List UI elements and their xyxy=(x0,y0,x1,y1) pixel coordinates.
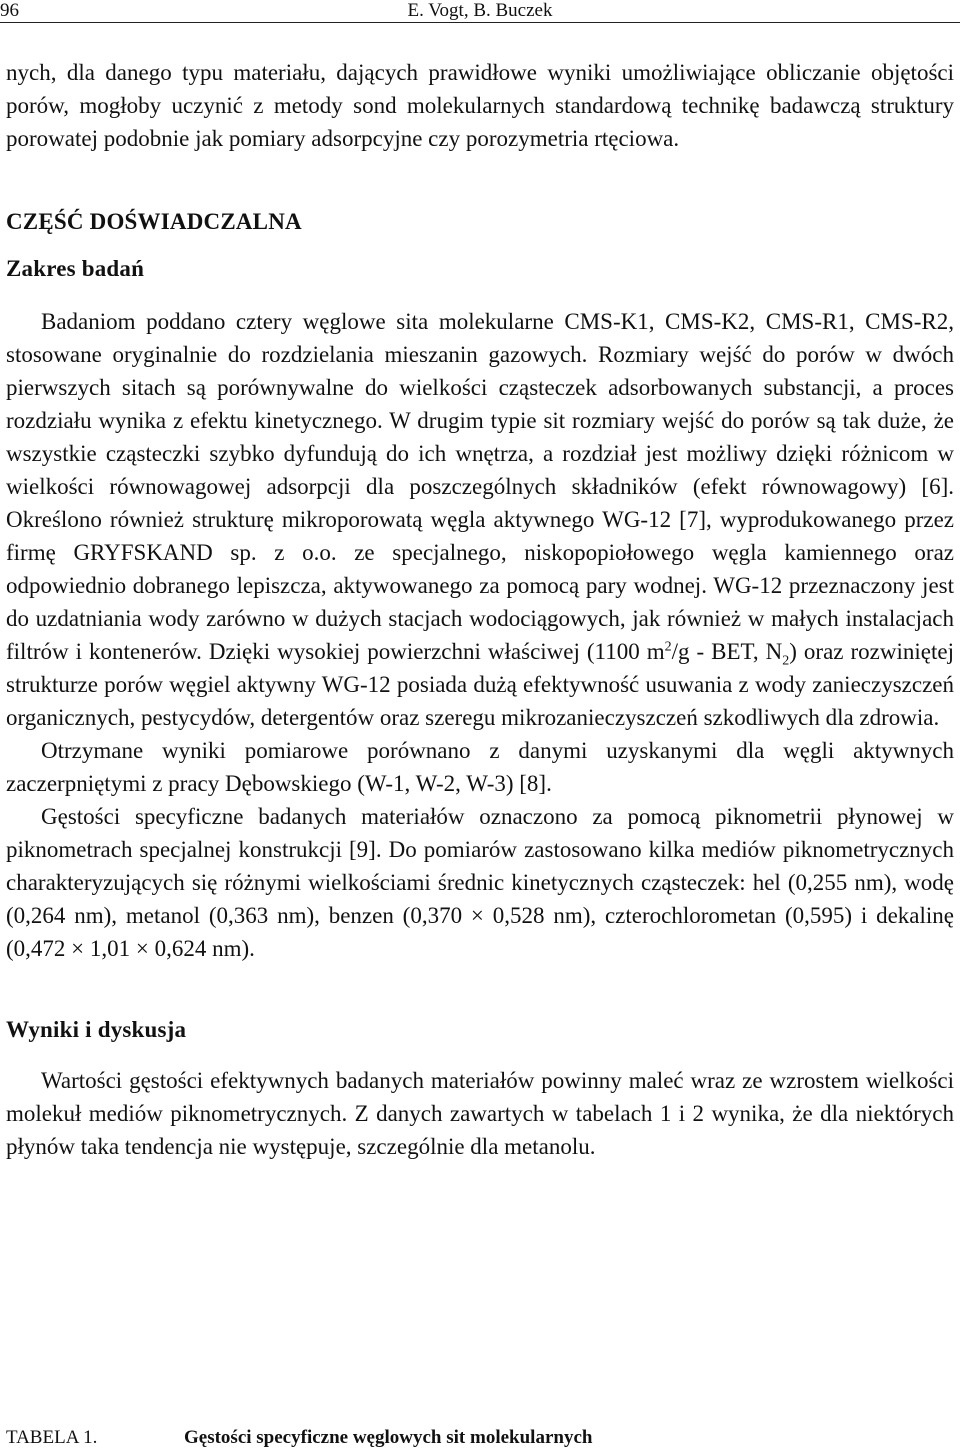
page-body xyxy=(6,56,954,1163)
paragraph-results: Wartości gęstości efektywnych badanych materiałów powinny maleć wraz ze wzrostem wielkości molekuł mediów piknometrycznych. Z danych zawartych w tabelach 1 i 2 wynika, że dla niektórych płynów taka tendencja nie występuje, szczególnie dla metanolu. xyxy=(6,1068,954,1159)
paragraph-scope-text: Badaniom poddano cztery węglowe sita molekularne CMS-K1, CMS-K2, CMS-R1, CMS-R2, stosowane oryginalnie do rozdzielania mieszanin gazowych. Rozmiary wejść do porów w dwóch pierwszych sitach są porównywalne do wielkości cząsteczek adsorbowanych substancji, a proces rozdziału wynika z efektu kinetycznego. W drugim typie sit rozmiary wejść do porów są tak duże, że wszystkie cząsteczki szybko dyfundują do ich wnętrza, a rozdział jest możliwy dzięki różnicom w wielkości równowagowej adsorpcji dla poszczególnych składników (efekt równowagowy) [6]. Określono również strukturę mikroporowatą węgla aktywnego WG-12 [7], wyprodukowanego przez firmę GRYFSKAND sp. z o.o. ze specjalnego, niskopopiołowego węgla kamiennego oraz odpowiednio dobranego lepiszcza, aktywowanego za pomocą pary wodnej. WG-12 przeznaczony jest do uzdatniania wody zarówno w dużych stacjach wodociągowych, jak również w małych instalacjach filtrów i kontenerów. Dzięki wysokiej powierzchni właściwej (1100 m xyxy=(6,309,954,664)
paragraph-density: Gęstości specyficzne badanych materiałów oznaczono za pomocą piknometrii płynowej w piknometrach specjalnej konstrukcji [9]. Do pomiarów zastosowano kilka mediów piknometrycznych charakteryzujących się różnymi wielkościami średnic kinetycznych cząsteczek: hel (0,255 nm), wodę (0,264 nm), metanol (0,363 nm), benzen (0,370 × 0,528 nm), czterochlorometan (0,595) i dekalinę (0,472 × 1,01 × 0,624 nm). xyxy=(6,804,954,961)
paragraph-intro: nych, dla danego typu materiału, dających prawidłowe wyniki umożliwiające obliczanie objętości porów, mogłoby uczynić z metody sond molekularnych standardową technikę badawczą struktury porowatej podobnie jak pomiary adsorpcyjne czy porozymetria rtęciowa. xyxy=(6,60,954,151)
table-label: TABELA 1. xyxy=(6,1427,98,1448)
subscript: 2 xyxy=(782,653,790,669)
subsection-title-scope: Zakres badań xyxy=(6,256,145,281)
paragraph-scope-text-mid: /g - BET, N xyxy=(671,639,783,664)
running-header xyxy=(0,0,960,23)
paragraph-scope-text-end: ) oraz rozwiniętej strukturze porów węgiel aktywny WG-12 posiada dużą efektywność usuwania z wody zanieczyszczeń organicznych, pestycydów, detergentów oraz szeregu mikrozanieczyszczeń szkodliwych dla zdrowia. xyxy=(6,639,954,730)
paragraph-scope xyxy=(6,305,954,734)
subsection-title-results: Wyniki i dyskusja xyxy=(6,1017,187,1042)
section-title: CZĘŚĆ DOŚWIADCZALNA xyxy=(6,209,302,234)
running-header-authors: E. Vogt, B. Buczek xyxy=(407,0,553,21)
page-number: 96 xyxy=(0,0,19,21)
table-title: Gęstości specyficzne węglowych sit molekularnych xyxy=(184,1427,593,1448)
superscript: 2 xyxy=(664,639,672,655)
table-caption xyxy=(6,1426,954,1450)
paragraph-compare: Otrzymane wyniki pomiarowe porównano z danymi uzyskanymi dla węgli aktywnych zaczerpniętymi z pracy Dębowskiego (W-1, W-2, W-3) [8]. xyxy=(6,738,954,796)
